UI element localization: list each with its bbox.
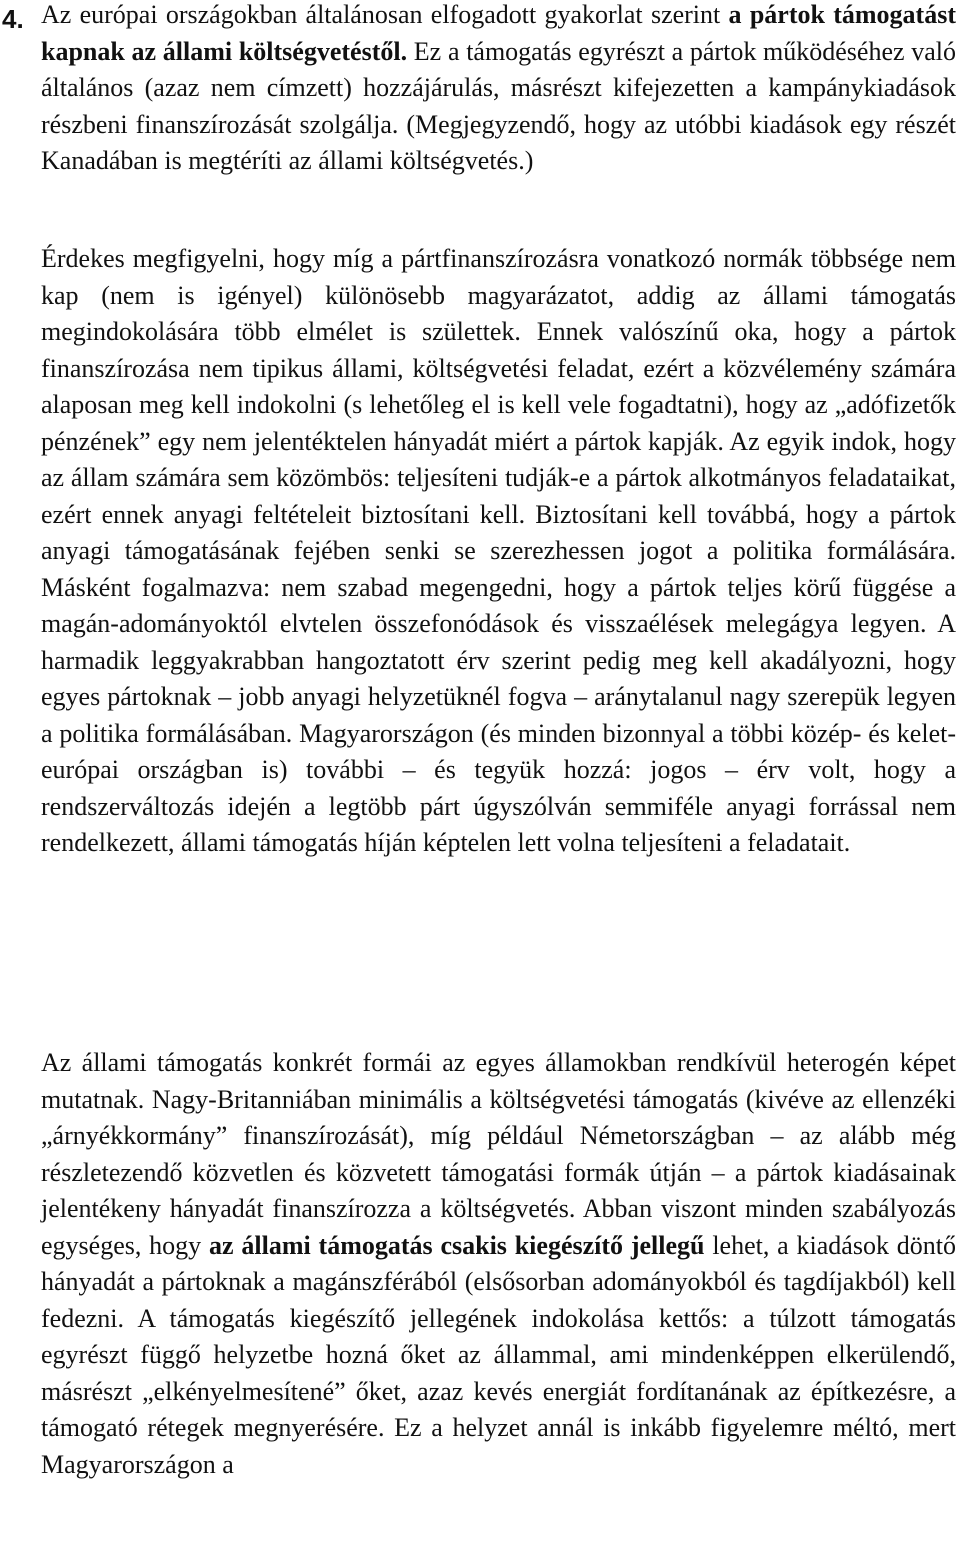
paragraph-forms-of-support	[41, 1045, 956, 1483]
paragraph-emphasis: a pártok támogatást kapnak az állami költségvetéstől.	[41, 0, 956, 66]
paragraph-state-funding	[41, 0, 956, 180]
paragraph-text: Érdekes megfigyelni, hogy míg a pártfinanszírozásra vonatkozó normák többsége nem kap (nem is igényel) különösebb magyarázatot, addig az állami támogatás megindokolására több elmélet is születtek. Ennek valószínű oka, hogy a pártok finanszírozása nem tipikus állami, költségvetési feladat, ezért a közvélemény számára alaposan meg kell indokolni (s lehetőleg el is kell vele fogadtatni), hogy az „adófizetők pénzének” egy nem jelentéktelen hányadát miért a pártok kapják. Az egyik indok, hogy az állam számára sem közömbös: teljesíteni tudják-e a pártok alkotmányos feladataikat, ezért ennek anyagi feltételeit biztosítani kell. Biztosítani kell továbbá, hogy a pártok anyagi támogatásának fejében senki se szerezhessen jogot a politika formálására. Másként fogalmazva: nem szabad megengedni, hogy a pártok teljes körű függése a magán-adományoktól elvtelen összefonódások és visszaélések melegágya legyen. A harmadik leggyakrabban hangoztatott érv szerint pedig meg kell akadályozni, hogy egyes pártoknak – jobb anyagi helyzetüknél fogva – aránytalanul nagy szerepük legyen a politika formálásában. Magyarországon (és minden bizonnyal a többi közép- és kelet-európai országban is) további – és tegyük hozzá: jogos – érv volt, hogy a rendszerváltozás idején a legtöbb párt úgyszólván semmiféle anyagi forrással nem rendelkezett, állami támogatás híján képtelen lett volna teljesíteni a feladatait.	[41, 244, 956, 857]
paragraph-text: Az állami támogatás konkrét formái az egyes államokban rendkívül heterogén képet mutatnak. Nagy-Britanniában minimális a költségvetési támogatás (kivéve az ellenzéki „árnyékkormány” finanszírozását), míg például Németországban – az alább még részletezendő közvetlen és közvetett támogatási formák útján – a pártok kiadásainak jelentékeny hányadát finanszírozza a költségvetés. Abban viszont minden szabályozás egységes, hogy	[41, 1048, 956, 1260]
paragraph-text: Az európai országokban általánosan elfogadott gyakorlat szerint	[41, 0, 729, 29]
paragraph-text: Ez a támogatás egyrészt a pártok működéséhez való általános (azaz nem címzett) hozzájárulás, másrészt kifejezetten a kampánykiadások részbeni finanszírozását szolgálja. (Megjegyzendő, hogy az utóbbi kiadások egy részét Kanadában is megtéríti az állami költségvetés.)	[41, 36, 957, 175]
paragraph-emphasis: az állami támogatás csakis kiegészítő jellegű	[209, 1230, 705, 1260]
paragraph-text: lehet, a kiadások döntő hányadát a pártoknak a magánszférából (elsősorban adományokból és tagdíjakból) kell fedezni. A támogatás kiegészítő jellegének indokolása kettős: a túlzott támogatás egyrészt függő helyzetbe hozná őket az állammal, ami mindenképpen elkerülendő, másrészt „elkényelmesítené” őket, azaz kevés energiát fordítanának az építkezésre, a támogató rétegek megnyerésére. Ez a helyzet annál is inkább figyelemre méltó, mert Magyarországon a	[41, 1230, 957, 1479]
section-number: 4.	[2, 4, 24, 34]
paragraph-justification	[41, 241, 956, 862]
